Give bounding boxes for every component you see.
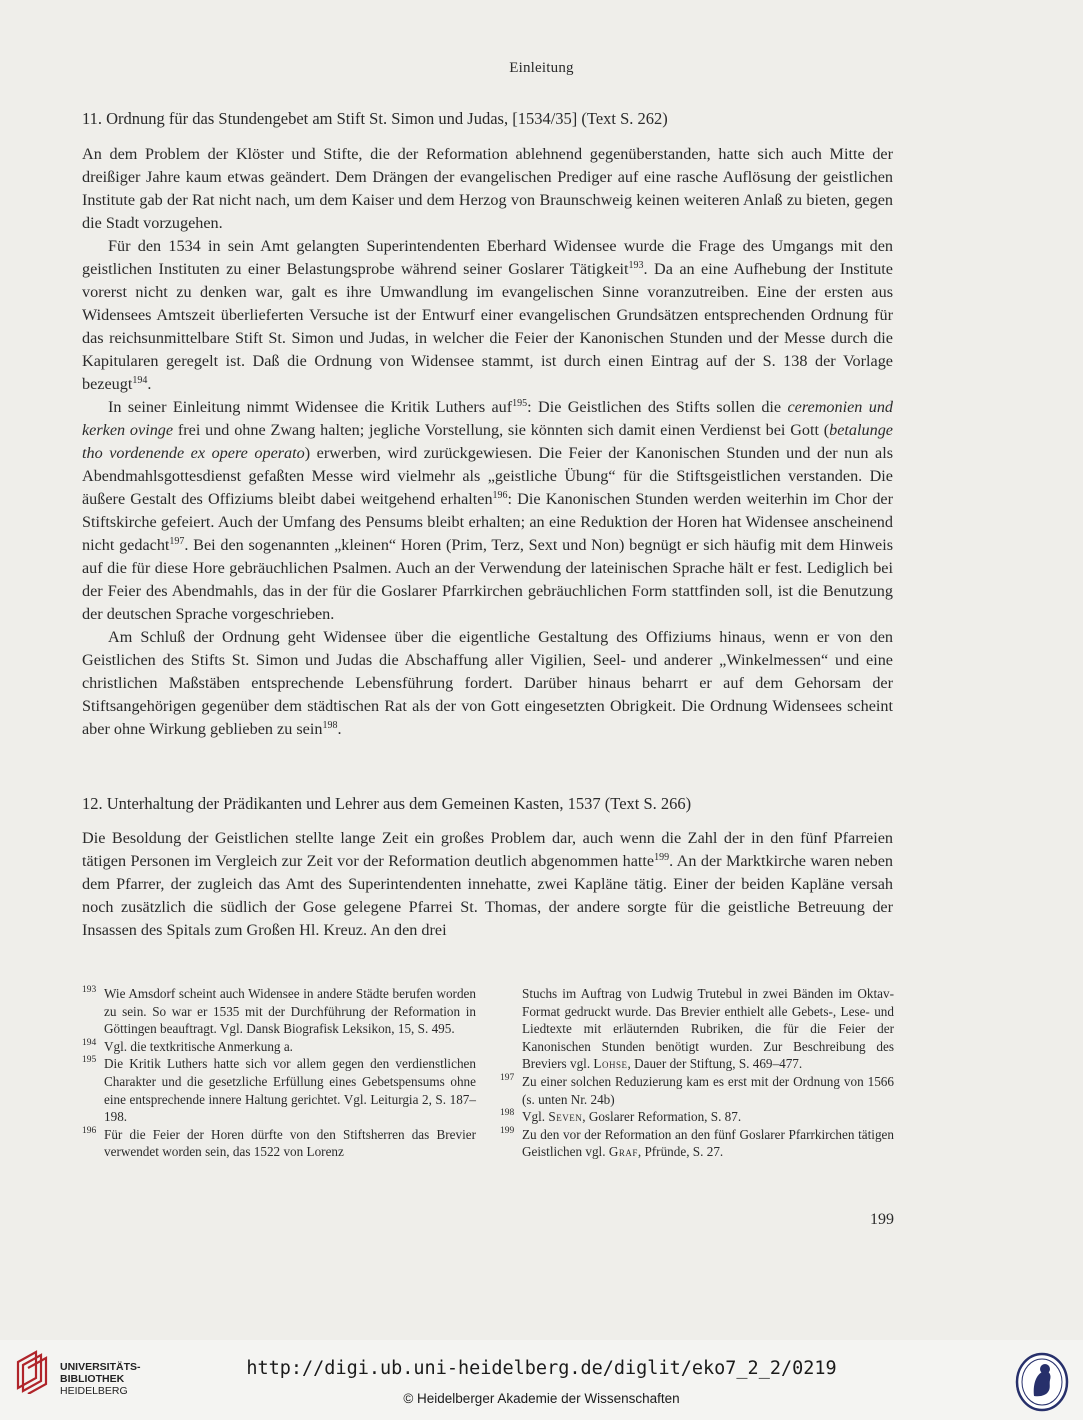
footnote-ref[interactable]: 196 (492, 490, 508, 501)
section-12-heading: 12. Unterhaltung der Prädikanten und Lehrer aus dem Gemeinen Kasten, 1537 (Text S. 266) (82, 794, 692, 813)
footnote-ref[interactable]: 195 (512, 398, 528, 409)
latin-quote: ceremonien und kerken ovinge (82, 398, 894, 439)
section-11-body (82, 143, 893, 741)
footnote-194: 194 Vgl. die textkritische Anmerkung a. (82, 1037, 293, 1054)
footnote-196: 196 Für die Feier der Horen dürfte von den Stiftsherren das Brevier verwendet worden sein, das 1522 von Lorenz (82, 1125, 476, 1160)
footnote-ref[interactable]: 198 (322, 720, 338, 731)
paragraph: Die Besoldung der Geistlichen stellte lange Zeit ein großes Problem dar, auch wenn die Zahl der in den fünf Pfarreien tätigen Personen im Vergleich zur Zeit vor der Reformation deutlich abgenommen hatte$^{199}$. An der Marktkirche waren neben dem Pfarrer, der zugleich das Amt des Superintendenten innehatte, zwei Kapläne tätig. Einer der beiden Kapläne versah noch zusätzlich die südlich der Gose gelegene Pfarrei St. Thomas, der andere sorgte für die geistliche Betreuung der Insassen des Spitals zum Großen Hl. Kreuz. An den drei (82, 829, 893, 939)
footnote-198: 198 Vgl. Seven, Goslarer Reformation, S. 87. (500, 1108, 742, 1125)
viewer-footer (0, 1340, 1083, 1420)
footnote-199: 199 Zu den vor der Reformation an den fünf Goslarer Pfarrkirchen tätigen Geistlichen vgl. Graf, Pfründe, S. 27. (500, 1125, 894, 1160)
footnote-ref[interactable]: 197 (169, 536, 185, 547)
paragraph: An dem Problem der Klöster und Stifte, die der Reformation ablehnend gegenüberstanden, hatte sich auch Mitte der dreißiger Jahre kaum etwas geändert. Dem Drängen der evangelischen Prediger auf eine rasche Auflösung der geistlichen Institute gab der Rat nicht nach, um dem Kaiser und dem Herzog von Braunschweig keinen weiteren Anlaß zu bieten, gegen die Stadt vorzugehen. (82, 145, 893, 232)
section-12-body (82, 827, 893, 942)
footnote-193: 193 Wie Amsdorf scheint auch Widensee in andere Städte berufen worden zu sein. So war er 1535 mit der Durchführung der Reformation in Göttingen beauftragt. Vgl. Dansk Biografisk Leksikon, 15, S. 495. (82, 985, 476, 1037)
copyright-notice: © Heidelberger Akademie der Wissenschaften (403, 1391, 680, 1406)
footnote-column-left (82, 985, 476, 1161)
running-head: Einleitung (509, 60, 574, 76)
paragraph: In seiner Einleitung nimmt Widensee die Kritik Luthers auf$^{195}$: Die Geistlichen des Stifts sollen die ceremonien und kerken ovinge frei und ohne Zwang halten; jegliche Vorstellung, sie könnten sich damit einen Verdienst bei Gott (betalunge tho vordenende ex opere operato) erwerben, wird zurückgewiesen. Die Feier der Kanonischen Stunden und der nun als Abendmahlsgottesdienst gefaßten Messe wird vielmehr als „geistliche Übung“ für die Stiftsgeistlichen verstanden. Die äußere Gestalt des Offiziums bleibt dabei weitgehend erhalten$^{196}$: Die Kanonischen Stunden werden weiterhin im Chor der Stiftskirche gefeiert. Auch der Umfang des Pensums bleibt erhalten; an eine Reduktion der Horen hat Widensee anscheinend nicht gedacht$^{197}$. Bei den sogenannten „kleinen“ Horen (Prim, Terz, Sext und Non) begnügt er sich häufig mit dem Hinweis auf die für diese Hore gebräuchlichen Psalmen. Auch an der Verwendung der lateinischen Sprache hält er fest. Lediglich bei der Feier des Abendmahls, das in der für die Goslarer Pfarrkirchen gebräuchlichen Form stattfinden soll, ist die Benutzung der deutschen Sprache vorgeschrieben. (82, 398, 894, 623)
library-name: UNIVERSITÄTS- BIBLIOTHEK HEIDELBERG (60, 1361, 141, 1397)
footnote-ref[interactable]: 194 (132, 375, 148, 386)
paragraph: Am Schluß der Ordnung geht Widensee über die eigentliche Gestaltung des Offiziums hinaus, wenn er von den Geistlichen des Stifts St. Simon und Judas die Abschaffung aller Vigilien, Seel- und anderer „Winkelmessen“ und eine christlichen Maßstäben entsprechende Lebensführung fordert. Darüber hinaus beharrt er auf dem Gehorsam der Stiftsangehörigen gegenüber dem städtischen Rat als der von Gott eingesetzten Obrigkeit. Die Ordnung Widensees scheint aber ohne Wirkung geblieben zu sein$^{198}$. (82, 628, 893, 738)
footnote-196-continued: Stuchs im Auftrag von Ludwig Trutebul in zwei Bänden im Oktav-Format gedruckt wurde. Das Brevier enthielt alle Gebets-, Lese- und Liedtexte mit erläuternden Rubriken, die für die Feier der Kanonischen Stunden benötigt wurden. Zur Beschreibung des Breviers vgl. Lohse, Dauer der Stiftung, S. 469–477. (522, 986, 894, 1072)
footnote-ref[interactable]: 193 (628, 260, 644, 271)
footnote-197: 197 Zu einer solchen Reduzierung kam es erst mit der Ordnung von 1566 (s. unten Nr. 24b) (500, 1072, 894, 1107)
paragraph: Für den 1534 in sein Amt gelangten Superintendenten Eberhard Widensee wurde die Frage des Umgangs mit den geistlichen Instituten zu einer Belastungsprobe während seiner Goslarer Tätigkeit$^{193}$. Da an eine Aufhebung der Institute vorerst nicht zu denken war, galt es ihre Umwandlung im evangelischen Sinne voranzutreiben. Eine der ersten aus Widensees Amtszeit überlieferten Versuche ist der Entwurf einer evangelischen Grundsätzen entsprechenden Ordnung für das reichsunmittelbare Stift St. Simon und Judas, in welcher die Feier der Kanonischen Stunden und der Messe durch die Kapitularen geregelt ist. Daß die Ordnung von Widensee stammt, ist durch einen Eintrag auf der S. 138 der Vorlage bezeugt$^{194}$. (82, 237, 893, 393)
footnotes (82, 985, 894, 1161)
footnote-ref[interactable]: 199 (654, 852, 670, 863)
footnote-195: 195 Die Kritik Luthers hatte sich vor allem gegen den verdienstlichen Charakter und die gesetzliche Erfüllung eines Gebetspensums ohne eine entsprechende innere Haltung gerichtet. Vgl. Leiturgia 2, S. 187–198. (82, 1055, 476, 1125)
latin-quote: betalunge tho vordenende ex opere operato (82, 421, 893, 462)
academy-seal-icon (1015, 1352, 1069, 1412)
section-11-heading: 11. Ordnung für das Stundengebet am Stift St. Simon und Judas, [1534/35] (Text S. 262) (82, 109, 668, 128)
permalink-url[interactable]: http://digi.ub.uni-heidelberg.de/diglit/eko7_2_2/0219 (246, 1358, 837, 1379)
footnote-column-right (500, 985, 894, 1161)
page-number: 199 (870, 1211, 894, 1228)
